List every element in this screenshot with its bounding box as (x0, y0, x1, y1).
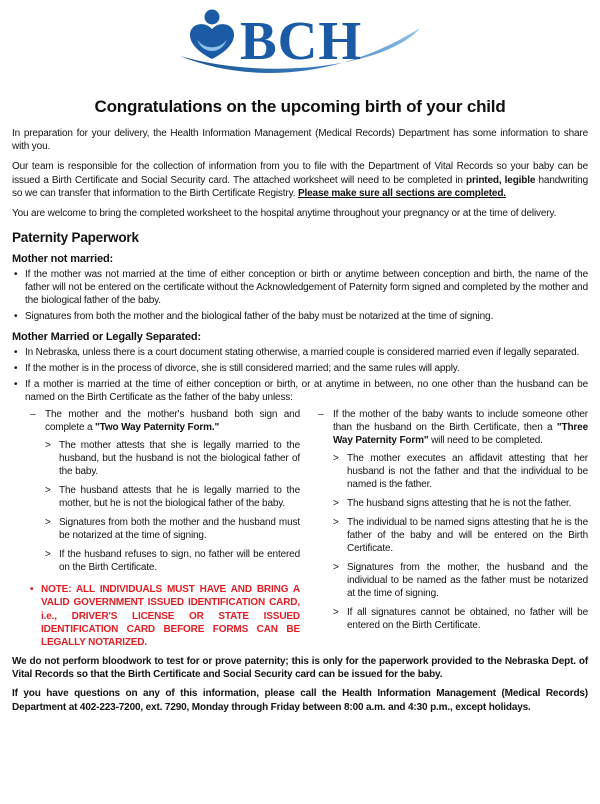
arrow-marker: > (45, 549, 51, 561)
bch-logo (12, 6, 588, 91)
sub-item-text: Signatures from both the mother and the husband must be notarized at the time of signing. (59, 517, 300, 542)
footer (12, 655, 588, 714)
intro-p2-bold: printed, legible (466, 174, 536, 186)
sub-item-text: If the husband refuses to sign, no father will be entered on the Birth Certificate. (59, 549, 300, 574)
sub-item (28, 439, 300, 478)
three-way-lead (316, 408, 588, 447)
arrow-marker: > (333, 607, 339, 619)
mother-not-married-list (12, 268, 588, 323)
sub-item (316, 452, 588, 491)
list-item (12, 268, 588, 307)
bullet-marker: • (30, 584, 34, 596)
list-item-text: In Nebraska, unless there is a court document stating otherwise, a married couple is considered married even if legally separated. (25, 347, 580, 359)
dash-marker: – (30, 409, 36, 421)
dash-marker: – (318, 409, 324, 421)
two-way-form-name: "Two Way Paternity Form." (95, 422, 220, 434)
list-item-text: If the mother is in the process of divorce, she is still considered married; and the same rules will apply. (25, 363, 460, 375)
sub-item-text: The mother attests that she is legally married to the husband, but the husband is not the biological father of the baby. (59, 440, 300, 478)
bullet-marker: • (14, 379, 18, 391)
logo-text: BCH (240, 10, 363, 71)
paternity-heading: Paternity Paperwork (12, 230, 139, 246)
list-item (12, 346, 588, 359)
sub-item-text: The husband attests that he is legally married to the mother, but he is not the biological father of the baby. (59, 485, 300, 510)
three-way-form-name: "Three Way Paternity Form" (333, 422, 588, 447)
two-way-column (28, 408, 300, 649)
footer-paragraph-1: We do not perform bloodwork to test for or prove paternity; this is only for the paperwork provided to the Nebraska Dept. of Vital Records so that the Birth Certificate and Social Security card can be issued for the baby. (12, 656, 588, 681)
intro-p2-text-2: handwriting so we can transfer that information to the Birth Certificate Registry. (12, 174, 589, 199)
mother-married-heading: Mother Married or Legally Separated: (12, 331, 201, 344)
sub-item-text: The husband signs attesting that he is not the father. (347, 498, 572, 510)
arrow-marker: > (333, 562, 339, 574)
arrow-marker: > (333, 453, 339, 465)
sub-item-text: If all signatures cannot be obtained, no father will be entered on the Birth Certificate. (347, 607, 588, 632)
list-item (12, 362, 588, 375)
bch-logo-graphic (174, 6, 426, 86)
list-item-text: Signatures from both the mother and the biological father of the baby must be notarized at the time of signing. (25, 311, 494, 323)
sub-item (316, 497, 588, 510)
logo-figure-icon (190, 10, 234, 60)
intro-paragraph-1: In preparation for your delivery, the Health Information Management (Medical Records) Department has some information to share with you. (12, 128, 588, 153)
footer-paragraph-2: If you have questions on any of this information, please call the Health Information Management (Medical Records) Department at 402-223-7200, ext. 7290, Monday through Friday between 8:00 a.m. and 4:30 p.m., except holidays. (12, 688, 588, 713)
arrow-marker: > (45, 440, 51, 452)
bullet-marker: • (14, 347, 18, 359)
sub-item-text: The mother executes an affidavit attesting that her husband is not the father and that the individual to be named is the father. (347, 453, 588, 491)
three-way-lead-text-1: If the mother of the baby wants to include someone other than the husband on the Birth Certificate, then a (333, 409, 588, 434)
identification-note-text: NOTE: ALL INDIVIDUALS MUST HAVE AND BRING A VALID GOVERNMENT ISSUED IDENTIFICATION CARD, i.e., DRIVER'S LICENSE OR STATE ISSUED IDENTIFICATION CARD BEFORE FORMS CAN BE LEGALLY NOTARIZED. (41, 584, 300, 648)
mother-not-married-heading: Mother not married: (12, 253, 114, 266)
sub-item (28, 548, 300, 574)
intro-paragraph-2 (12, 160, 588, 200)
list-item (12, 378, 588, 404)
sub-item (316, 606, 588, 632)
list-item-text: If the mother was not married at the time of either conception or birth or anytime between conception and birth, the name of the father will not be entered on the certificate without the Acknowledgement of Paternity form signed and completed by the mother and the biological father of the baby. (25, 269, 588, 307)
sub-item (316, 561, 588, 600)
page-title: Congratulations on the upcoming birth of your child (94, 97, 506, 116)
intro-p2-text-1: Our team is responsible for the collection of information from you to file with the Department of Vital Records so your baby can be issued a Birth Certificate and Social Security card. The attached worksheet will need to be completed in (12, 161, 588, 186)
intro-p2-emphasis: Please make sure all sections are completed. (297, 187, 506, 199)
arrow-marker: > (333, 498, 339, 510)
paternity-columns (28, 408, 588, 649)
arrow-marker: > (333, 517, 339, 529)
bullet-marker: • (14, 311, 18, 323)
sub-item-text: Signatures from the mother, the husband and the individual to be named as the father must be notarized at the time of signing. (347, 562, 588, 600)
two-way-lead-text: The mother and the mother's husband both sign and complete a (45, 409, 300, 434)
identification-note (28, 583, 300, 649)
sub-item (28, 516, 300, 542)
arrow-marker: > (45, 517, 51, 529)
arrow-marker: > (45, 485, 51, 497)
mother-married-list (12, 346, 588, 404)
bullet-marker: • (14, 269, 18, 281)
bullet-marker: • (14, 363, 18, 375)
two-way-lead (28, 408, 300, 434)
three-way-lead-text-2: will need to be completed. (428, 435, 543, 447)
sub-item-text: The individual to be named signs attesting that he is the father of the baby and will be entered on the Birth Certificate. (347, 517, 588, 555)
sub-item (28, 484, 300, 510)
three-way-column (316, 408, 588, 649)
list-item (12, 310, 588, 323)
sub-item (316, 516, 588, 555)
list-item-text: If a mother is married at the time of either conception or birth, or at anytime in between, no one other than the husband can be named on the Birth Certificate as the father of the baby unless: (25, 379, 588, 404)
intro-paragraph-3: You are welcome to bring the completed worksheet to the hospital anytime throughout your pregnancy or at the time of delivery. (12, 207, 557, 219)
